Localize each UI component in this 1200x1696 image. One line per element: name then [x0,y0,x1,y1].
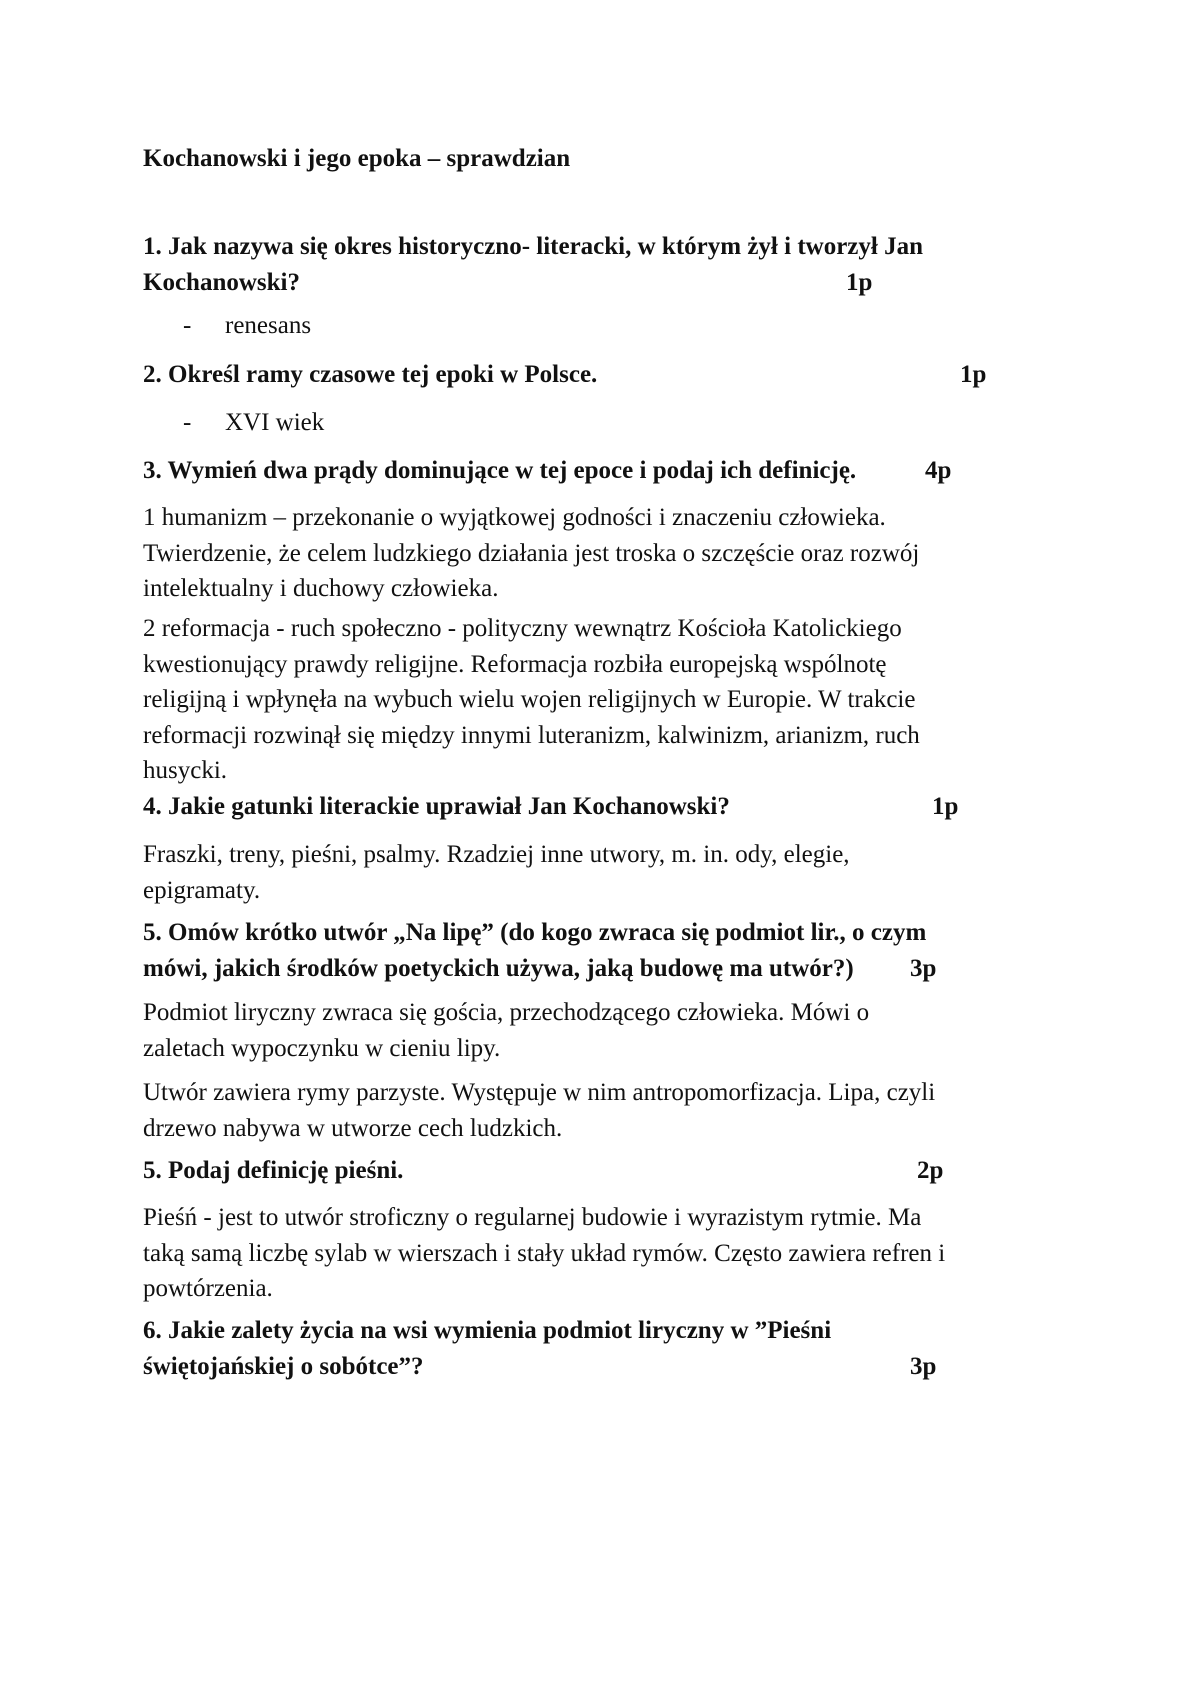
question-4-answer [143,837,1063,908]
answer-line: intelektualny i duchowy człowieka. [143,575,499,602]
question-5-answer-speaker [143,995,1063,1066]
question-3-text: 3. Wymień dwa prądy dominujące w tej epoce i podaj ich definicję. [143,457,857,484]
question-5-answer-structure [143,1075,1063,1146]
question-5b-points: 2p [917,1157,944,1184]
dash-bullet: - [183,312,192,339]
question-1 [143,229,1063,301]
answer-line: Fraszki, treny, pieśni, psalmy. Rzadziej inne utwory, m. in. ody, elegie, [143,841,850,868]
question-5-line-2: mówi, jakich środków poetyckich używa, jaką budowę ma utwór?) [143,955,854,982]
answer-line: zaletach wypoczynku w cieniu lipy. [143,1034,501,1062]
question-3-answer-reformation [143,611,1063,789]
answer-line: reformacji rozwinął się między innymi luteranizm, kalwinizm, arianizm, ruch [143,721,920,749]
answer-line: kwestionujący prawdy religijne. Reformacja rozbiła europejską wspólnotę [143,650,887,678]
answer-line: powtórzenia. [143,1275,273,1302]
answer-line: religijną i wpłynęła na wybuch wielu wojen religijnych w Europie. W trakcie [143,686,916,713]
document-page [143,0,1063,1696]
question-2-text: 2. Określ ramy czasowe tej epoki w Polsce. [143,361,598,388]
question-4-points: 1p [932,793,959,820]
question-3-answer-humanism [143,500,1063,607]
question-2-answer [183,405,324,441]
question-4 [143,789,1063,825]
answer-line: taką samą liczbę sylab w wierszach i stały układ rymów. Często zawiera refren i [143,1239,946,1267]
question-2 [143,357,1063,393]
question-2-points: 1p [960,361,987,388]
answer-line: husycki. [143,757,228,784]
document-title: Kochanowski i jego epoka – sprawdzian [143,145,571,172]
answer-line: drzewo nabywa w utworze cech ludzkich. [143,1114,563,1142]
answer-line: Podmiot liryczny zwraca się gościa, przechodzącego człowieka. Mówi o [143,999,870,1026]
question-5b-text: 5. Podaj definicję pieśni. [143,1157,404,1184]
question-1-line-2: Kochanowski? [143,269,300,296]
question-5-line-1: 5. Omów krótko utwór „Na lipę” (do kogo zwraca się podmiot lir., o czym [143,919,927,946]
question-2-answer-text: XVI wiek [225,409,325,436]
answer-line: Pieśń - jest to utwór stroficzny o regularnej budowie i wyrazistym rytmie. Ma [143,1204,922,1231]
answer-line: 2 reformacja - ruch społeczno - polityczny wewnątrz Kościoła Katolickiego [143,615,902,642]
question-6-points: 3p [910,1353,937,1380]
question-1-line-1: 1. Jak nazywa się okres historyczno- literacki, w którym żył i tworzył Jan [143,233,923,260]
answer-line: epigramaty. [143,876,261,904]
question-1-points: 1p [846,269,873,296]
question-3-points: 4p [925,457,952,484]
question-5-points: 3p [910,955,937,982]
question-5 [143,915,1063,987]
question-1-answer-text: renesans [225,312,312,339]
question-6-line-1: 6. Jakie zalety życia na wsi wymienia podmiot liryczny w ”Pieśni [143,1317,832,1344]
answer-line: 1 humanizm – przekonanie o wyjątkowej godności i znaczeniu człowieka. [143,504,886,531]
answer-line: Twierdzenie, że celem ludzkiego działania jest troska o szczęście oraz rozwój [143,539,920,567]
question-6-line-2: świętojańskiej o sobótce”? [143,1353,424,1380]
dash-bullet: - [183,409,192,436]
question-5b-answer [143,1200,1063,1307]
question-1-answer [183,308,311,344]
question-4-text: 4. Jakie gatunki literackie uprawiał Jan Kochanowski? [143,793,730,820]
question-3 [143,453,1063,489]
question-6 [143,1313,1063,1385]
answer-line: Utwór zawiera rymy parzyste. Występuje w nim antropomorfizacja. Lipa, czyli [143,1079,936,1106]
question-5b [143,1153,1063,1189]
